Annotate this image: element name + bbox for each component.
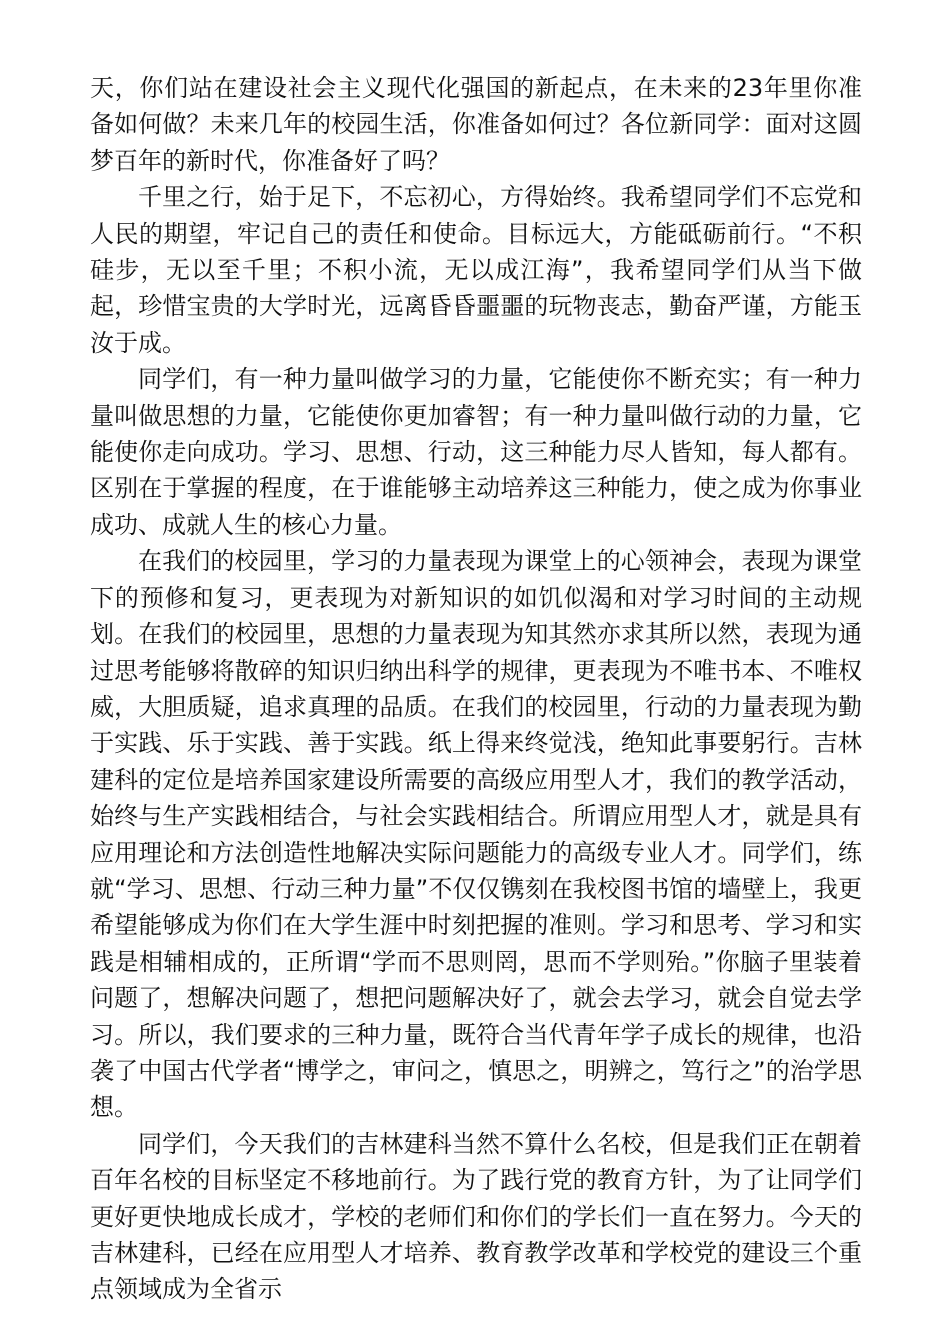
paragraph-campus: 在我们的校园里，学习的力量表现为课堂上的心领神会，表现为课堂下的预修和复习，更表现为对新知识的如饥似渴和对学习时间的主动规划。在我们的校园里，思想的力量表现为知其然亦求其所以然，表现为通过思考能够将散碎的知识归纳出科学的规律，更表现为不唯书本、不唯权威，大胆质疑，追求真理的品质。在我们的校园里，行动的力量表现为勤于实践、乐于实践、善于实践。纸上得来终觉浅，绝知此事要躬行。吉林建科的定位是培养国家建设所需要的高级应用型人才，我们的教学活动，始终与生产实践相结合，与社会实践相结合。所谓应用型人才，就是具有应用理论和方法创造性地解决实际问题能力的高级专业人才。同学们，练就“学习、思想、行动三种力量”不仅仅镌刻在我校图书馆的墙壁上，我更希望能够成为你们在大学生涯中时刻把握的准则。学习和思考、学习和实践是相辅相成的，正所谓“学而不思则罔，思而不学则殆。”你脑子里装着问题了，想解决问题了，想把问题解决好了，就会去学习，就会自觉去学习。所以，我们要求的三种力量，既符合当代青年学子成长的规律，也沿袭了中国古代学者“博学之，审问之，慎思之，明辨之，笃行之”的治学思想。 [90, 547, 862, 1122]
paragraph-first-step: 千里之行，始于足下，不忘初心，方得始终。我希望同学们不忘党和人民的期望，牢记自己的责任和使命。目标远大，方能砥砺前行。“不积硅步，无以至千里；不积小流，无以成江海”，我希望同学们从当下做起，珍惜宝贵的大学时光，远离昏昏噩噩的玩物丧志，勤奋严谨，方能玉汝于成。 [90, 183, 862, 357]
paragraph-school-goal: 同学们，今天我们的吉林建科当然不算什么名校，但是我们正在朝着百年名校的目标坚定不移地前行。为了践行党的教育方针，为了让同学们更好更快地成长成才，学校的老师们和你们的学长们一直在努力。今天的吉林建科，已经在应用型人才培养、教育教学改革和学校党的建设三个重点领域成为全省示 [90, 1129, 862, 1304]
paragraph-continuation: 天，你们站在建设社会主义现代化强国的新起点，在未来的23年里你准备如何做？未来几年的校园生活，你准备如何过？各位新同学：面对这圆梦百年的新时代，你准备好了吗？ [90, 74, 862, 175]
paragraph-three-powers: 同学们，有一种力量叫做学习的力量，它能使你不断充实；有一种力量叫做思想的力量，它能使你更加睿智；有一种力量叫做行动的力量，它能使你走向成功。学习、思想、行动，这三种能力尽人皆知，每人都有。区别在于掌握的程度，在于谁能够主动培养这三种能力，使之成为你事业成功、成就人生的核心力量。 [90, 365, 862, 539]
document-page [90, 70, 862, 1308]
